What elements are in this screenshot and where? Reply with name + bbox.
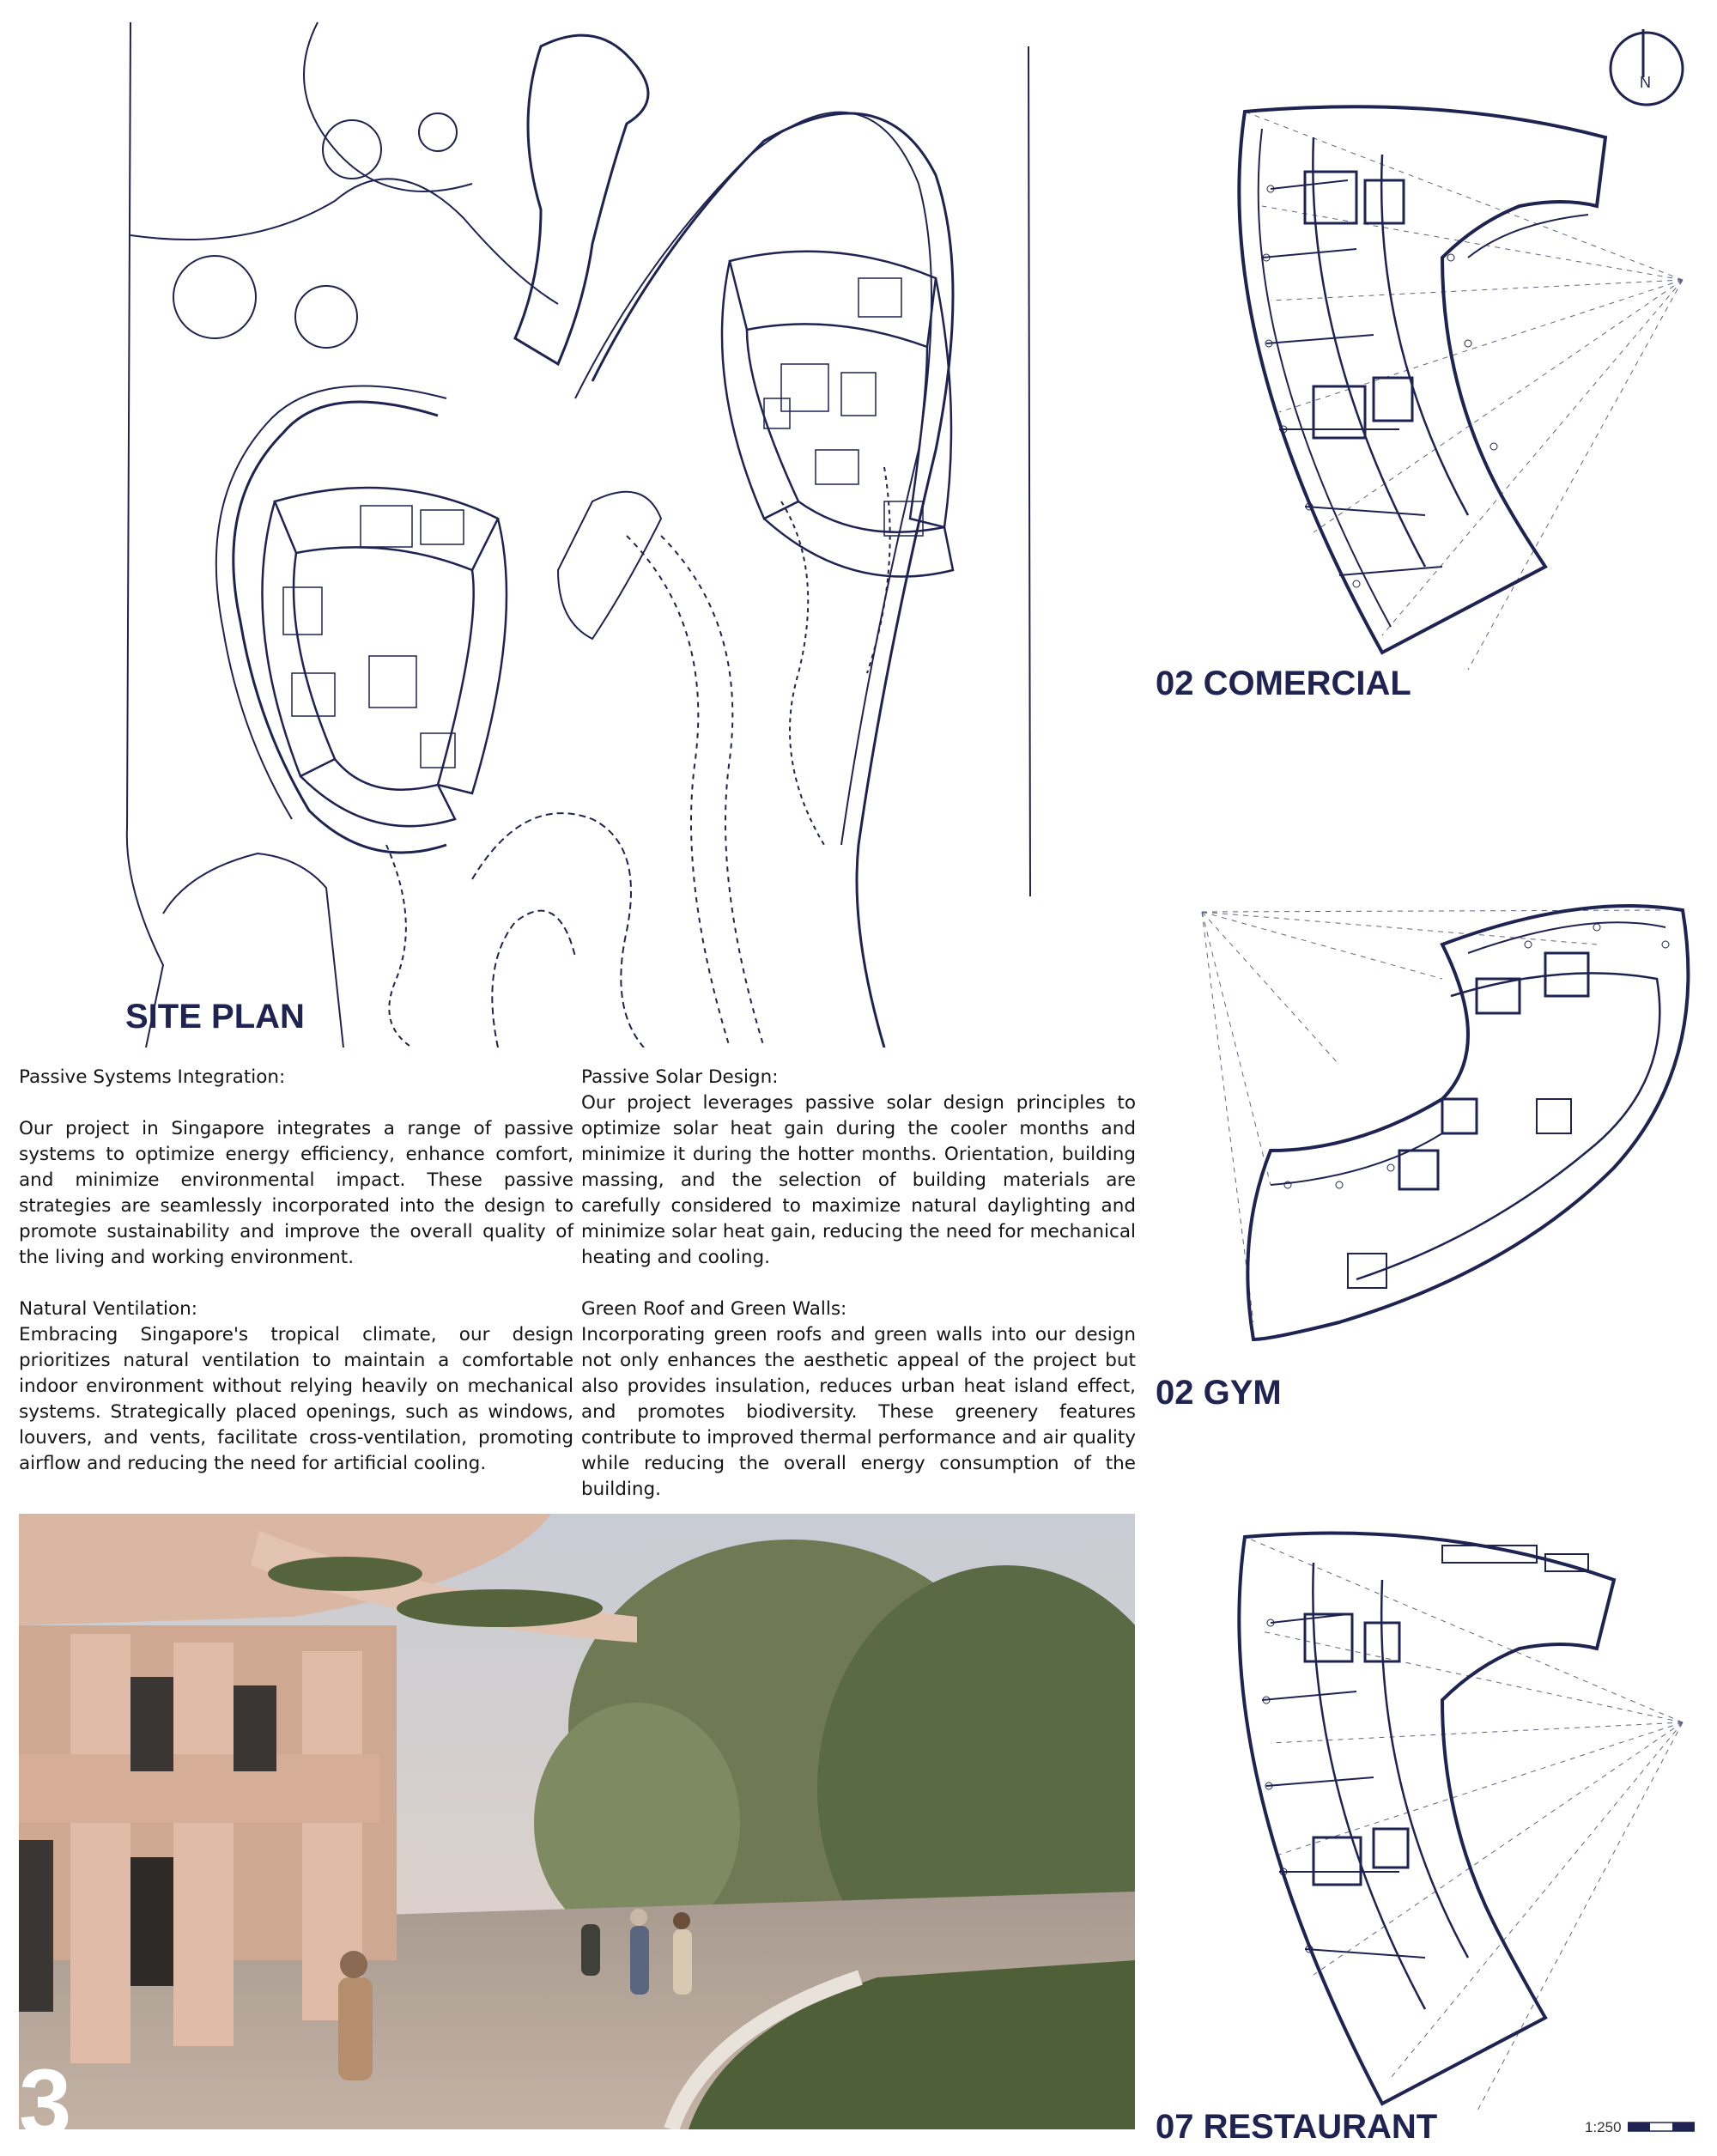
text-block — [581, 1065, 1136, 1271]
gym-plan-title: 02 GYM — [1156, 1374, 1282, 1412]
north-arrow-letter: N — [1640, 74, 1651, 91]
site-plan-drawing — [112, 21, 1032, 1048]
section-body: Incorporating green roofs and green walls into our design not only enhances the aesthetic appeal of the project but also provides insulation, reduces urban heat island effect, and promotes biodiversity. These greenery features contribute to improved thermal performance and air quality while reducing the overall energy consumption of the building. — [581, 1324, 1136, 1500]
section-body: Our project leverages passive solar design principles to optimize solar heat gain during the cooler months and minimize it during the hotter months. Orientation, building massing, and the selection of building materials are carefully considered to maximize natural daylighting and minimize solar heat gain, reducing the need for mechanical heating and cooling. — [581, 1092, 1136, 1268]
site-plan-title: SITE PLAN — [125, 998, 305, 1035]
section-heading: Natural Ventilation: — [19, 1298, 198, 1320]
section-heading: Passive Solar Design: — [581, 1066, 779, 1088]
comercial-plan-title: 02 COMERCIAL — [1156, 665, 1411, 702]
scale-bar-icon — [1628, 2121, 1695, 2133]
section-body: Our project in Singapore integrates a range of passive systems to optimize energy efficiency, enhance comfort, and minimize environmental impact. These passive strategies are seamlessly incorporated into the design to promote sustainability and improve the overall quality of the living and working environment. — [19, 1118, 573, 1268]
text-block — [19, 1065, 573, 1090]
section-heading: Passive Systems Integration: — [19, 1066, 286, 1088]
text-column-left — [19, 1065, 573, 1503]
restaurant-floor-plan — [1185, 1520, 1700, 2121]
text-block — [19, 1297, 573, 1477]
text-column-right — [581, 1065, 1136, 1528]
section-heading: Green Roof and Green Walls: — [581, 1298, 847, 1320]
gym-floor-plan — [1185, 893, 1700, 1374]
architectural-render-image — [19, 1514, 1135, 2129]
section-body: Embracing Singapore's tropical climate, our design prioritizes natural ventilation to maintain a comfortable indoor environment without relying heavily on mechanical systems. Strategically placed openings, such as windows, louvers, and vents, facilitate cross-ventilation, promoting airflow and reducing the need for artificial cooling. — [19, 1324, 573, 1474]
scale-label: 1:250 — [1585, 2119, 1622, 2135]
restaurant-plan-title: 07 RESTAURANT — [1156, 2108, 1438, 2146]
render-number: 3 — [19, 2050, 72, 2156]
text-block — [19, 1116, 573, 1271]
comercial-floor-plan — [1185, 86, 1700, 687]
text-block — [581, 1297, 1136, 1503]
